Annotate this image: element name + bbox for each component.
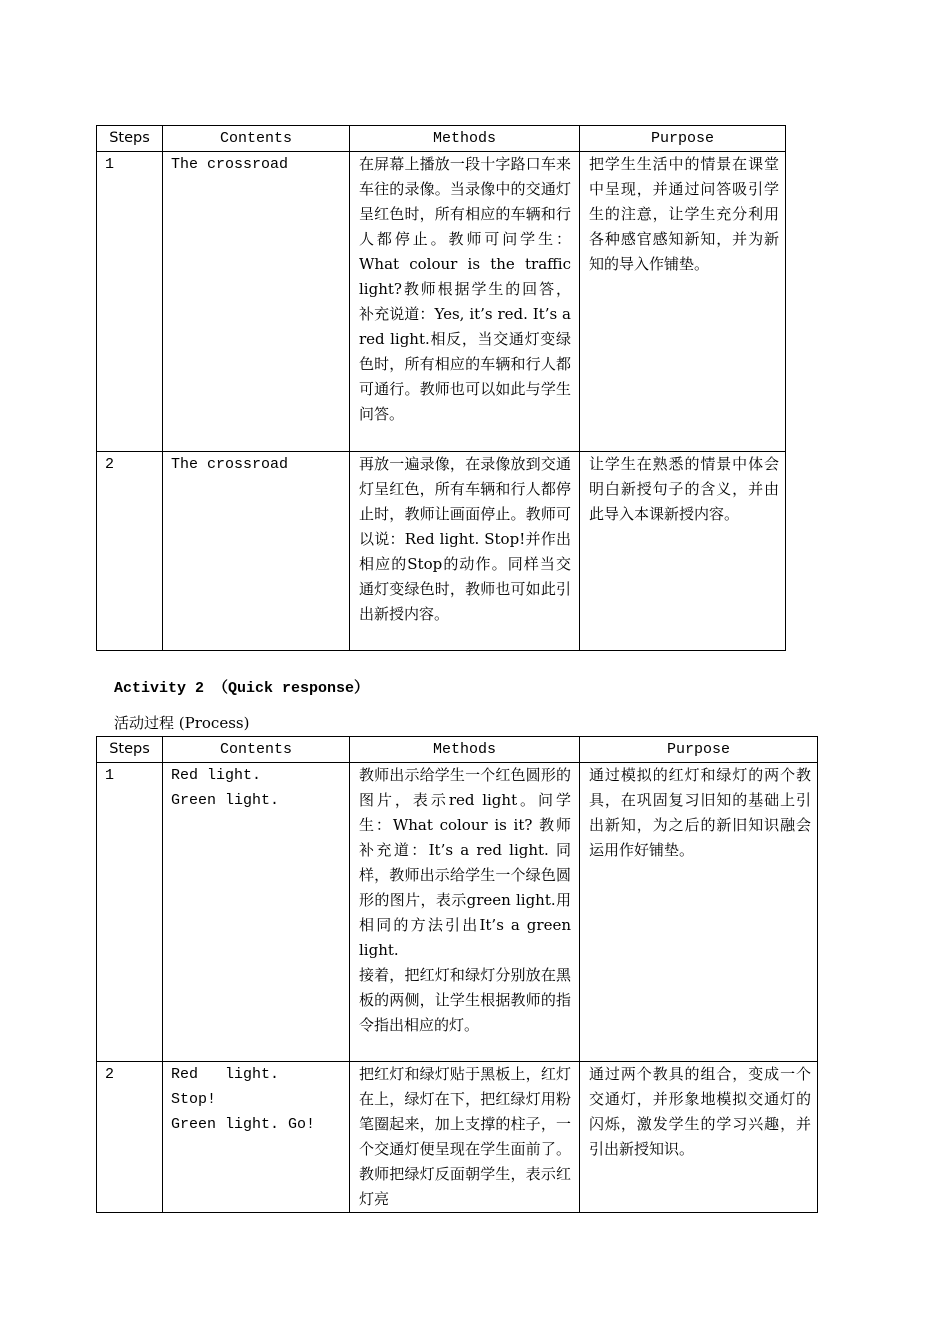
header-contents: Contents [163, 737, 350, 763]
methods-paragraph: 接着，把红灯和绿灯分别放在黑板的两侧，让学生根据教师的指令指出相应的灯。 [359, 966, 571, 1034]
table-header-row [97, 737, 818, 763]
header-contents: Contents [163, 126, 350, 152]
header-purpose: Purpose [580, 126, 786, 152]
table-row [97, 1062, 818, 1213]
table-row [97, 452, 786, 651]
table-header-row [97, 126, 786, 152]
table-row [97, 152, 786, 452]
step-number: 1 [97, 152, 163, 452]
methods-paragraph: 教师出示给学生一个红色圆形的图片，表示red light。问学生：What colour is it? 教师补充道：It’s a red light. 同样，教师出示给学生一个绿色圆形的图片，表示green light.用相同的方法引出It’s a green light. [359, 766, 576, 959]
activity-heading: Activity 2 （Quick response） [114, 680, 370, 697]
methods-cell [350, 763, 580, 1062]
header-purpose: Purpose [580, 737, 818, 763]
contents-cell [163, 763, 350, 1062]
contents-cell: The crossroad [163, 452, 350, 651]
methods-cell: 再放一遍录像，在录像放到交通灯呈红色，所有车辆和行人都停止时，教师让画面停止。教师可以说：Red light. Stop!并作出相应的Stop的动作。同样当交通灯变绿色时，教师也可如此引出新授内容。 [350, 452, 580, 651]
step-number: 2 [97, 452, 163, 651]
contents-line: Green light. Go! [171, 1116, 316, 1133]
lesson-table-1 [96, 125, 786, 651]
contents-line: Red light. Stop! [171, 1066, 307, 1108]
contents-cell [163, 1062, 350, 1213]
step-number: 1 [97, 763, 163, 1062]
contents-line: Green light. [171, 792, 280, 809]
header-methods: Methods [350, 737, 580, 763]
contents-cell: The crossroad [163, 152, 350, 452]
table-row [97, 763, 818, 1062]
methods-cell: 把红灯和绿灯贴于黑板上，红灯在上，绿灯在下，把红绿灯用粉笔圈起来，加上支撑的柱子，一个交通灯便呈现在学生面前了。教师把绿灯反面朝学生，表示红灯亮 [350, 1062, 580, 1213]
header-steps: Steps [97, 737, 163, 763]
header-steps: Steps [97, 126, 163, 152]
lesson-table-2 [96, 736, 818, 1213]
contents-line: Red light. [171, 767, 262, 784]
purpose-cell: 让学生在熟悉的情景中体会明白新授句子的含义，并由此导入本课新授内容。 [580, 452, 786, 651]
purpose-cell: 把学生生活中的情景在课堂中呈现，并通过问答吸引学生的注意，让学生充分利用各种感官感知新知，并为新知的导入作铺垫。 [580, 152, 786, 452]
step-number: 2 [97, 1062, 163, 1213]
header-methods: Methods [350, 126, 580, 152]
purpose-cell: 通过两个教具的组合，变成一个交通灯，并形象地模拟交通灯的闪烁，激发学生的学习兴趣，并引出新授知识。 [580, 1062, 818, 1213]
purpose-cell: 通过模拟的红灯和绿灯的两个教具，在巩固复习旧知的基础上引出新知，为之后的新旧知识融会运用作好铺垫。 [580, 763, 818, 1062]
process-label: 活动过程 (Process) [114, 714, 250, 732]
methods-cell: 在屏幕上播放一段十字路口车来车往的录像。当录像中的交通灯呈红色时，所有相应的车辆和行人都停止。教师可问学生：What colour is the traffic light?教师根据学生的回答， 补充说道：Yes, it’s red. It’s a red light.相反，当交通灯变绿色时，所有相应的车辆和行人都可通行。教师也可以如此与学生问答。 [350, 152, 580, 452]
